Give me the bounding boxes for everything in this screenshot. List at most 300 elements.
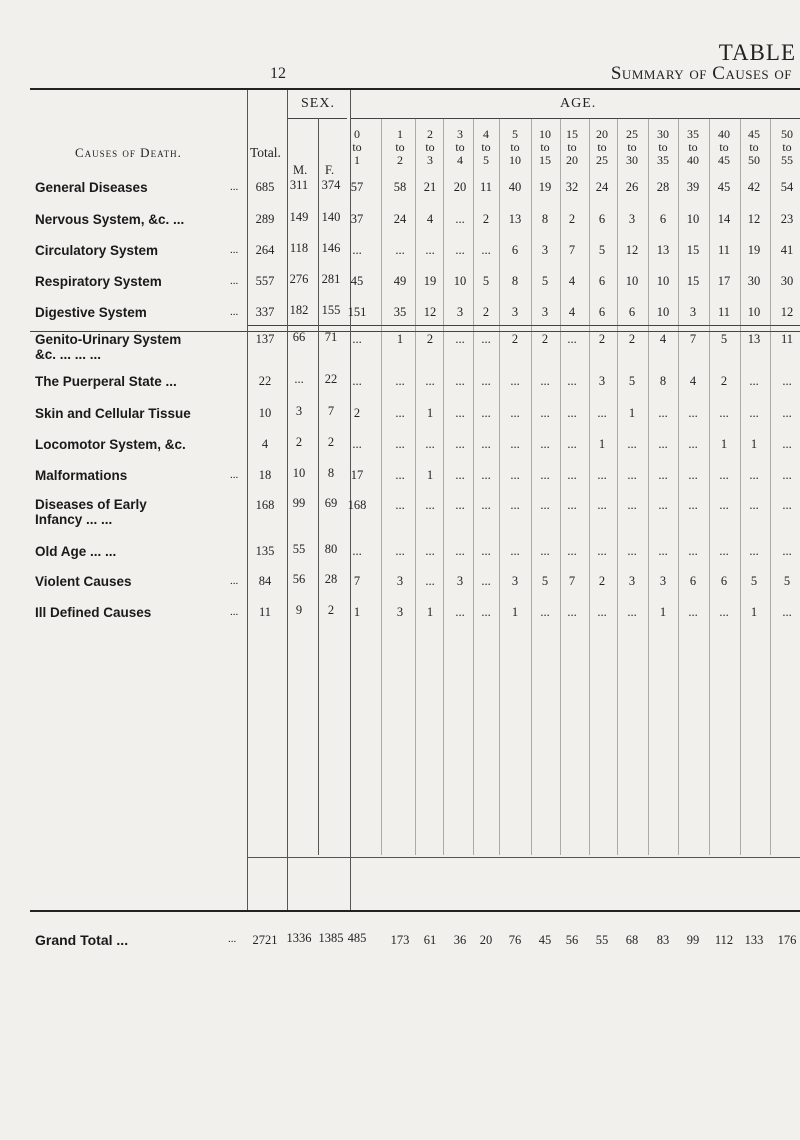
age-cell: 15: [686, 274, 700, 288]
age-cell: 11: [717, 243, 731, 257]
age-cell: ...: [455, 243, 465, 257]
grand-total-male-cell: 1336: [286, 931, 312, 945]
age-cell: 3: [511, 574, 519, 588]
age-cell: ...: [455, 468, 465, 482]
age-cell: 2: [720, 374, 728, 388]
summary-title-text: Summary of Causes of: [610, 63, 792, 84]
age-cell: 1: [511, 605, 519, 619]
age-cell: ...: [658, 468, 668, 482]
age-cell: 45: [717, 180, 731, 194]
age-cell: 8: [541, 212, 549, 226]
age-cell: ...: [567, 374, 577, 388]
age-cell: ...: [688, 605, 698, 619]
age-group-to-word: to: [455, 140, 465, 154]
grand-total-age-cell: 61: [423, 933, 437, 947]
total-column-title: Total.: [250, 145, 281, 160]
grand-total-age-cell: 485: [347, 931, 367, 945]
age-cell: ...: [567, 498, 577, 512]
age-cell: ...: [688, 406, 698, 420]
age-group-to: 20: [566, 153, 578, 167]
age-cell: 14: [717, 212, 731, 226]
column-divider: [617, 118, 618, 855]
age-cell: ...: [510, 374, 520, 388]
page-number: 12: [270, 65, 286, 82]
age-cell: ...: [395, 437, 405, 451]
top-rule: [30, 88, 800, 90]
age-cell: 5: [628, 374, 636, 388]
age-group-from: 4: [483, 127, 489, 141]
total-cell: 135: [255, 544, 275, 558]
male-cell: 311: [289, 178, 309, 192]
age-cell: ...: [782, 605, 792, 619]
age-cell: 3: [511, 305, 519, 319]
age-group-from: 35: [687, 127, 699, 141]
male-cell: 182: [289, 303, 309, 317]
age-cell: 5: [541, 274, 549, 288]
age-cell: ...: [455, 332, 465, 346]
cause-label: Digestive System: [35, 305, 147, 320]
age-cell: ...: [597, 605, 607, 619]
male-cell: 55: [292, 542, 306, 556]
age-cell: 6: [720, 574, 728, 588]
column-divider: [415, 118, 416, 855]
age-cell: ...: [352, 243, 362, 257]
age-cell: 3: [396, 605, 404, 619]
age-cell: 19: [538, 180, 552, 194]
column-divider: [678, 118, 679, 855]
male-cell: 9: [295, 603, 303, 617]
age-cell: 26: [625, 180, 639, 194]
total-cell: 18: [258, 468, 272, 482]
male-cell: 3: [295, 404, 303, 418]
total-cell: 137: [255, 332, 275, 346]
age-group-to-word: to: [425, 140, 435, 154]
age-group-from: 25: [626, 127, 638, 141]
total-cell: 685: [255, 180, 275, 194]
age-cell: 6: [628, 305, 636, 319]
age-group-to-word: to: [749, 140, 759, 154]
total-cell: 557: [255, 274, 275, 288]
female-cell: 80: [324, 542, 338, 556]
age-cell: 6: [511, 243, 519, 257]
age-cell: ...: [510, 406, 520, 420]
age-cell: ...: [455, 374, 465, 388]
age-cell: 49: [393, 274, 407, 288]
female-cell: 22: [324, 372, 338, 386]
age-cell: 3: [396, 574, 404, 588]
age-group-header: [648, 128, 678, 167]
cause-label: Locomotor System, &c.: [35, 437, 186, 452]
age-cell: 30: [747, 274, 761, 288]
age-group-to-word: to: [510, 140, 520, 154]
grand-total-age-cell: 176: [777, 933, 797, 947]
grand-total-age-cell: 83: [656, 933, 670, 947]
age-cell: ...: [627, 437, 637, 451]
age-group-to-word: to: [627, 140, 637, 154]
age-group-to: 3: [427, 153, 433, 167]
age-cell: 5: [482, 274, 490, 288]
age-cell: 30: [780, 274, 794, 288]
age-cell: 5: [541, 574, 549, 588]
grand-total-label-text: Grand Total ...: [35, 932, 129, 948]
age-cell: ...: [510, 498, 520, 512]
age-group-header: [471, 128, 501, 167]
age-group-to: 45: [718, 153, 730, 167]
age-cell: ...: [481, 544, 491, 558]
sex-underline: [287, 118, 347, 119]
age-cell: 45: [350, 274, 364, 288]
grand-total-age-cell: 133: [744, 933, 764, 947]
male-cell: 99: [292, 496, 306, 510]
grand-total-age-cell: 76: [508, 933, 522, 947]
grand-total-female-cell: 1385: [318, 931, 344, 945]
column-divider: [473, 118, 474, 855]
grand-total-age-cell: 36: [453, 933, 467, 947]
age-group-header: [772, 128, 800, 167]
age-group-to-word: to: [719, 140, 729, 154]
age-group-to-word: to: [658, 140, 668, 154]
age-cell: 12: [780, 305, 794, 319]
column-divider: [318, 118, 319, 855]
age-group-header: [530, 128, 560, 167]
age-cell: 168: [347, 498, 367, 512]
age-cell: ...: [749, 374, 759, 388]
age-cell: ...: [688, 498, 698, 512]
grand-total-age-cell: 112: [714, 933, 734, 947]
age-cell: ...: [719, 605, 729, 619]
total-cell: 84: [258, 574, 272, 588]
female-cell: 2: [327, 435, 335, 449]
leader-dots: ...: [230, 306, 239, 318]
age-group-to: 5: [483, 153, 489, 167]
age-cell: 6: [598, 305, 606, 319]
age-group-to-word: to: [481, 140, 491, 154]
age-cell: 58: [393, 180, 407, 194]
age-group-to: 50: [748, 153, 760, 167]
age-cell: ...: [688, 437, 698, 451]
age-group-to: 25: [596, 153, 608, 167]
age-cell: ...: [352, 332, 362, 346]
age-cell: 13: [747, 332, 761, 346]
cause-label: Old Age ... ...: [35, 544, 117, 559]
total-cell: 289: [255, 212, 275, 226]
cause-label: Infancy ... ...: [35, 512, 113, 527]
age-cell: ...: [782, 544, 792, 558]
age-cell: 1: [750, 605, 758, 619]
age-group-to-word: to: [352, 140, 362, 154]
age-cell: 1: [396, 332, 404, 346]
header-rule: [247, 325, 800, 326]
age-cell: 4: [568, 274, 576, 288]
age-cell: 2: [426, 332, 434, 346]
grand-total-dots: ...: [228, 933, 237, 945]
male-cell: 2: [295, 435, 303, 449]
age-cell: ...: [658, 498, 668, 512]
total-cell: 4: [261, 437, 269, 451]
age-cell: 13: [508, 212, 522, 226]
age-cell: 2: [511, 332, 519, 346]
age-cell: ...: [455, 498, 465, 512]
age-group-to: 2: [397, 153, 403, 167]
total-cell: 10: [258, 406, 272, 420]
age-cell: 42: [747, 180, 761, 194]
age-group-from: 10: [539, 127, 551, 141]
cause-label: Respiratory System: [35, 274, 162, 289]
cause-label: Malformations: [35, 468, 128, 483]
male-cell: 118: [289, 241, 309, 255]
leader-dots: ...: [230, 469, 239, 481]
age-cell: ...: [481, 468, 491, 482]
age-cell: 1: [720, 437, 728, 451]
age-group-header: [617, 128, 647, 167]
cause-label: Violent Causes: [35, 574, 132, 589]
age-cell: 6: [598, 274, 606, 288]
age-cell: ...: [749, 468, 759, 482]
female-cell: 374: [321, 178, 341, 192]
age-group-to: 30: [626, 153, 638, 167]
age-group-from: 0: [354, 127, 360, 141]
age-cell: ...: [395, 544, 405, 558]
age-cell: 1: [598, 437, 606, 451]
column-divider: [499, 118, 500, 855]
age-cell: ...: [510, 437, 520, 451]
cause-label: Nervous System, &c. ...: [35, 212, 185, 227]
total-cell: 337: [255, 305, 275, 319]
leader-dots: ...: [230, 606, 239, 618]
age-cell: ...: [627, 544, 637, 558]
grand-total-label: [35, 932, 128, 948]
age-group-to: 4: [457, 153, 463, 167]
age-group-from: 1: [397, 127, 403, 141]
age-cell: ...: [782, 468, 792, 482]
age-cell: ...: [658, 437, 668, 451]
age-cell: ...: [627, 498, 637, 512]
age-cell: ...: [481, 498, 491, 512]
age-cell: 3: [598, 374, 606, 388]
age-cell: 7: [353, 574, 361, 588]
age-group-from: 2: [427, 127, 433, 141]
age-cell: 11: [479, 180, 493, 194]
age-cell: ...: [567, 406, 577, 420]
age-group-to: 40: [687, 153, 699, 167]
age-cell: 12: [423, 305, 437, 319]
age-cell: ...: [540, 437, 550, 451]
total-cell: 264: [255, 243, 275, 257]
age-cell: ...: [481, 437, 491, 451]
age-group-header: [385, 128, 415, 167]
age-cell: 2: [482, 212, 490, 226]
column-divider: [531, 118, 532, 855]
age-cell: ...: [540, 498, 550, 512]
age-cell: 10: [686, 212, 700, 226]
age-cell: ...: [782, 406, 792, 420]
age-cell: 19: [423, 274, 437, 288]
age-group-header: [587, 128, 617, 167]
age-cell: ...: [395, 498, 405, 512]
male-column-title: M.: [293, 163, 308, 177]
age-cell: ...: [597, 468, 607, 482]
female-cell: 7: [327, 404, 335, 418]
causes-column-title: Causes of Death.: [75, 145, 182, 160]
age-column-title: AGE.: [560, 96, 597, 111]
age-cell: 2: [541, 332, 549, 346]
age-cell: ...: [510, 544, 520, 558]
age-cell: 10: [656, 305, 670, 319]
age-cell: ...: [782, 374, 792, 388]
age-cell: ...: [719, 544, 729, 558]
male-cell: 66: [292, 330, 306, 344]
age-cell: ...: [567, 332, 577, 346]
age-group-to: 35: [657, 153, 669, 167]
age-cell: ...: [481, 332, 491, 346]
age-group-to-word: to: [567, 140, 577, 154]
age-underline: [350, 118, 800, 119]
female-column-title: F.: [325, 163, 335, 177]
age-cell: 5: [750, 574, 758, 588]
age-group-to: 1: [354, 153, 360, 167]
age-cell: 4: [426, 212, 434, 226]
column-divider: [560, 118, 561, 855]
total-cell: 168: [255, 498, 275, 512]
age-cell: 3: [659, 574, 667, 588]
cause-label: The Puerperal State ...: [35, 374, 177, 389]
age-cell: ...: [481, 574, 491, 588]
column-divider: [709, 118, 710, 855]
male-cell: 56: [292, 572, 306, 586]
female-cell: 69: [324, 496, 338, 510]
age-cell: 3: [628, 574, 636, 588]
age-cell: 11: [717, 305, 731, 319]
age-cell: ...: [352, 374, 362, 388]
age-cell: 17: [350, 468, 364, 482]
female-cell: 2: [327, 603, 335, 617]
age-cell: 13: [656, 243, 670, 257]
column-divider: [648, 118, 649, 855]
age-cell: ...: [719, 498, 729, 512]
age-cell: 3: [541, 305, 549, 319]
age-cell: 1: [426, 468, 434, 482]
age-cell: ...: [567, 605, 577, 619]
age-cell: ...: [510, 468, 520, 482]
sex-column-title: SEX.: [301, 96, 335, 111]
age-cell: 15: [686, 243, 700, 257]
leader-dots: ...: [230, 181, 239, 193]
age-cell: ...: [425, 544, 435, 558]
total-cell: 22: [258, 374, 272, 388]
age-cell: 4: [689, 374, 697, 388]
age-cell: ...: [782, 498, 792, 512]
age-cell: ...: [597, 406, 607, 420]
age-cell: ...: [395, 374, 405, 388]
age-cell: 8: [511, 274, 519, 288]
age-cell: 3: [456, 574, 464, 588]
age-cell: ...: [688, 468, 698, 482]
table-heading: TABLE: [718, 40, 796, 65]
age-cell: ...: [455, 437, 465, 451]
age-cell: ...: [749, 406, 759, 420]
age-group-from: 30: [657, 127, 669, 141]
age-cell: ...: [455, 212, 465, 226]
age-cell: 20: [453, 180, 467, 194]
age-group-from: 40: [718, 127, 730, 141]
female-cell: 71: [324, 330, 338, 344]
age-cell: 1: [659, 605, 667, 619]
age-group-from: 5: [512, 127, 518, 141]
age-cell: 3: [628, 212, 636, 226]
age-cell: 54: [780, 180, 794, 194]
age-cell: ...: [627, 605, 637, 619]
female-cell: 140: [321, 210, 341, 224]
age-cell: ...: [352, 437, 362, 451]
age-cell: 32: [565, 180, 579, 194]
age-group-header: [739, 128, 769, 167]
cause-label: General Diseases: [35, 180, 148, 195]
age-cell: ...: [688, 544, 698, 558]
age-cell: 1: [628, 406, 636, 420]
bottom-rule: [30, 910, 800, 912]
leader-dots: ...: [230, 275, 239, 287]
age-cell: ...: [395, 468, 405, 482]
age-cell: 1: [353, 605, 361, 619]
age-cell: 1: [426, 605, 434, 619]
age-cell: ...: [425, 437, 435, 451]
age-group-from: 15: [566, 127, 578, 141]
age-cell: 12: [747, 212, 761, 226]
age-group-to-word: to: [688, 140, 698, 154]
age-cell: ...: [352, 544, 362, 558]
total-cell: 11: [258, 605, 272, 619]
female-cell: 146: [321, 241, 341, 255]
age-cell: ...: [627, 468, 637, 482]
grand-total-age-cell: 173: [390, 933, 410, 947]
cause-label: &c. ... ... ...: [35, 347, 102, 362]
grand-total-age-cell: 56: [565, 933, 579, 947]
age-cell: ...: [597, 498, 607, 512]
grand-total-age-cell: 20: [479, 933, 493, 947]
column-divider: [589, 118, 590, 855]
age-group-to-word: to: [782, 140, 792, 154]
age-cell: ...: [481, 243, 491, 257]
age-cell: 4: [568, 305, 576, 319]
age-cell: 6: [689, 574, 697, 588]
age-cell: 2: [482, 305, 490, 319]
age-cell: 41: [780, 243, 794, 257]
age-cell: 57: [350, 180, 364, 194]
age-group-to-word: to: [540, 140, 550, 154]
column-divider: [770, 118, 771, 855]
age-cell: 28: [656, 180, 670, 194]
grand-total-age-cell: 55: [595, 933, 609, 947]
age-cell: 40: [508, 180, 522, 194]
grand-total-age-cell: 99: [686, 933, 700, 947]
age-cell: ...: [395, 243, 405, 257]
age-cell: ...: [481, 374, 491, 388]
age-cell: ...: [749, 498, 759, 512]
age-cell: ...: [567, 468, 577, 482]
grand-total-cell: 2721: [252, 933, 278, 947]
age-cell: 7: [568, 574, 576, 588]
age-group-header: [415, 128, 445, 167]
age-cell: ...: [455, 406, 465, 420]
age-cell: 2: [598, 574, 606, 588]
age-cell: 19: [747, 243, 761, 257]
age-group-to: 15: [539, 153, 551, 167]
summary-title: [611, 63, 792, 85]
age-group-header: [500, 128, 530, 167]
age-group-header: [709, 128, 739, 167]
age-cell: ...: [658, 406, 668, 420]
age-cell: ...: [782, 437, 792, 451]
